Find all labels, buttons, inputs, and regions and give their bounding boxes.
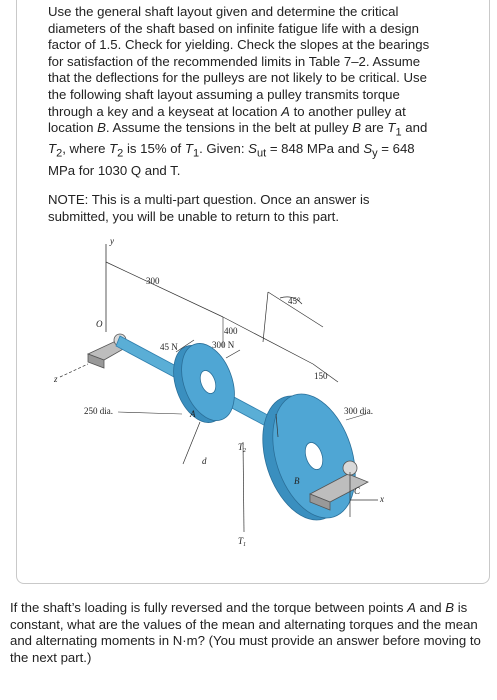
shaft-layout-figure xyxy=(48,232,388,572)
pulley-a-label: A xyxy=(190,409,196,419)
angle-label: 45° xyxy=(288,296,301,306)
x-axis-label: x xyxy=(380,494,384,504)
dim-line-300 xyxy=(106,262,223,317)
z-axis-label: z xyxy=(54,374,58,384)
location-a: A xyxy=(281,103,290,119)
dim-150-label: 150 xyxy=(314,371,328,381)
force-b-label: 300 N xyxy=(212,340,235,350)
d-label: d xyxy=(202,456,207,466)
bearing-c-label: C xyxy=(354,486,361,496)
note-text: NOTE: This is a multi-part question. Once an answer is submitted, you will be unable to return to this part. xyxy=(48,192,370,224)
problem-statement: Use the general shaft layout given and determine the critical diameters of the shaft based on infinite fatigue life with a design factor of 1.5. Check for yielding. Check the slopes at the bearings for satisfaction of the recommended limits in Table 7–2. Assume that the deflections for the pulleys are not likely to be critical. Use the following shaft layout assuming a pulley transmits torque through a key and a keyseat at location A to another pulley at location B. Assume the tensions in the belt at pulley B are $T_1$ and $T_2$, where $T_2$ is 15% of $T_1$. Given: $S_{ut} = 848$ MPa and $S_y = 648$ MPa for 1030 Q and T. xyxy=(48,4,430,178)
dia-b-label: 300 dia. xyxy=(344,406,373,416)
question-text: If the shaft’s loading is fully reversed and the torque between points A and B is constant, what are the values of the mean and alternating torques and the mean and alternating moments in N·m? (You must provide an answer before moving to the next part.) xyxy=(10,600,481,665)
origin-label: O xyxy=(96,319,103,329)
dim-300-label: 300 xyxy=(146,276,160,286)
y-axis-label: y xyxy=(110,236,114,246)
t1-label: $T_1$ xyxy=(238,536,247,548)
pulley-b-label: B xyxy=(294,476,300,486)
dia-a-label: 250 dia. xyxy=(84,406,113,416)
dim-line-400 xyxy=(223,317,313,364)
t2-label: $T_2$ xyxy=(238,442,247,454)
force-a-label: 45 N xyxy=(160,342,178,352)
dim-400-label: 400 xyxy=(224,326,238,336)
